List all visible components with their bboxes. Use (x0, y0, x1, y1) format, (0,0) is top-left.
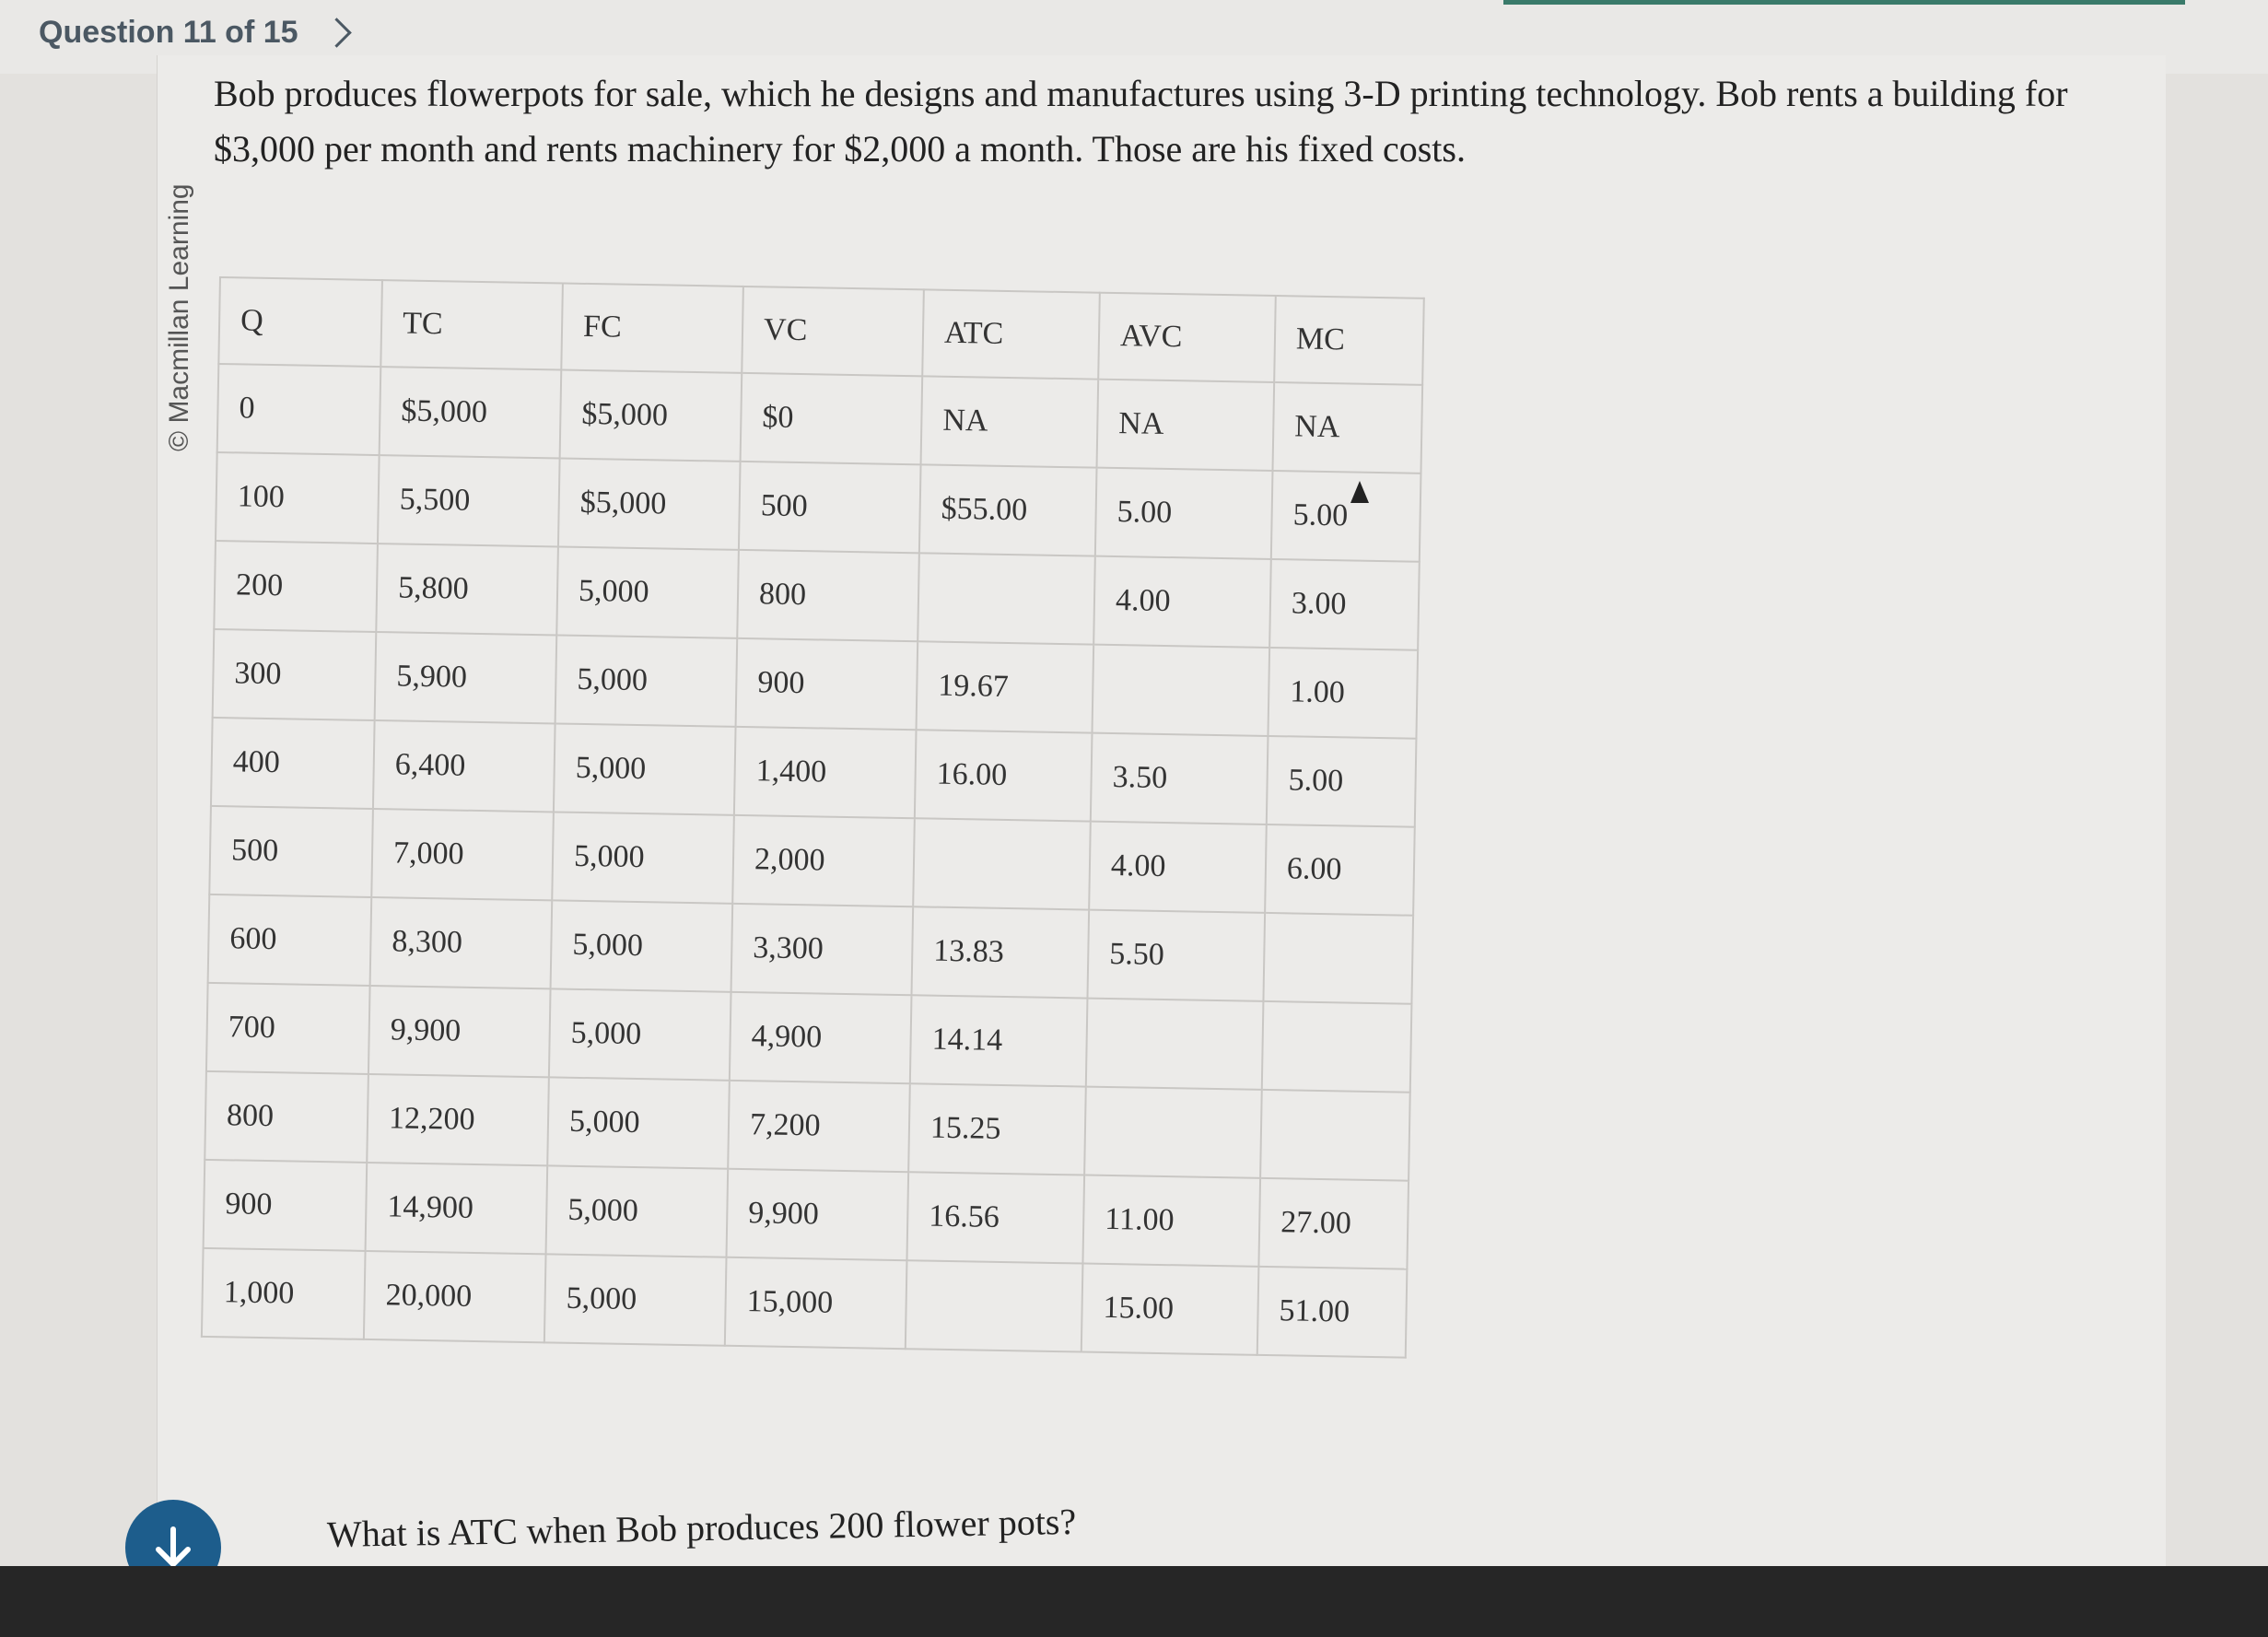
cell-vc: 15,000 (725, 1257, 907, 1349)
cell-vc: 1,400 (734, 727, 917, 818)
header-avc: AVC (1098, 293, 1276, 382)
cell-avc: 3.50 (1091, 733, 1268, 824)
cell-avc: 15.00 (1081, 1264, 1259, 1355)
header-mc: MC (1274, 296, 1424, 385)
cell-avc: 11.00 (1082, 1175, 1260, 1267)
cell-q: 0 (217, 364, 381, 455)
question-label: Question 11 of 15 (39, 15, 298, 50)
cell-atc: 13.83 (911, 906, 1089, 998)
screen-bezel (0, 1566, 2268, 1637)
cell-avc (1084, 1087, 1262, 1178)
cost-table (201, 276, 1425, 1359)
cell-fc: $5,000 (560, 369, 742, 461)
cell-mc: 1.00 (1268, 648, 1418, 739)
cell-mc: 5.00 (1271, 471, 1421, 562)
cell-fc: 5,000 (544, 1254, 727, 1345)
cell-mc: 3.00 (1269, 559, 1420, 650)
cell-mc: 6.00 (1265, 824, 1415, 916)
cell-q: 500 (209, 806, 373, 897)
cell-avc (1092, 645, 1269, 736)
cell-q: 1,000 (202, 1248, 366, 1339)
cell-mc: 51.00 (1257, 1267, 1408, 1358)
mouse-cursor-icon (1350, 481, 1369, 503)
cell-fc: 5,000 (554, 723, 736, 814)
cell-atc (918, 553, 1095, 644)
cell-vc: 9,900 (727, 1169, 909, 1260)
cell-tc: 5,800 (376, 544, 558, 635)
cell-vc: 500 (739, 462, 921, 553)
cell-q: 300 (213, 629, 377, 720)
cell-atc: 19.67 (917, 641, 1094, 732)
header-q: Q (218, 277, 382, 367)
cell-tc: 14,900 (366, 1163, 548, 1254)
cell-vc: 2,000 (732, 815, 915, 906)
cell-tc: 6,400 (373, 720, 555, 812)
cell-fc: 5,000 (555, 635, 738, 726)
cell-mc (1262, 1001, 1412, 1093)
cell-atc: 16.00 (915, 730, 1093, 821)
cell-vc: 7,200 (728, 1081, 910, 1172)
cell-fc: 5,000 (556, 546, 739, 637)
cell-avc: 5.00 (1095, 468, 1273, 559)
cell-mc: NA (1272, 382, 1422, 474)
cell-vc: 4,900 (730, 992, 912, 1083)
cell-tc: 5,900 (375, 632, 557, 723)
cell-avc (1086, 999, 1264, 1090)
cell-atc (906, 1260, 1083, 1351)
cell-mc: 5.00 (1267, 736, 1417, 827)
cell-q: 400 (211, 718, 375, 809)
question-prompt: Bob produces flowerpots for sale, which he designs and manufactures using 3-D printing technology. Bob rents a building for $3,000 per month and rents machinery for $2,000 a month. Those are his fixed costs. (214, 73, 2068, 170)
cell-mc (1263, 913, 1413, 1004)
cell-q: 600 (208, 895, 372, 986)
question-nav[interactable] (39, 15, 347, 51)
cell-mc (1260, 1090, 1410, 1181)
header-fc: FC (561, 284, 743, 373)
cell-q: 800 (205, 1071, 368, 1163)
copyright-credit: © Macmillan Learning (164, 183, 194, 451)
cell-avc: 4.00 (1089, 822, 1267, 913)
cell-q: 200 (214, 541, 378, 632)
cell-atc: $55.00 (919, 464, 1097, 555)
cell-atc: 14.14 (910, 995, 1088, 1086)
cell-atc: 15.25 (908, 1083, 1086, 1175)
header-tc: TC (380, 280, 563, 369)
cell-avc: 4.00 (1093, 556, 1271, 648)
cell-fc: 5,000 (546, 1165, 729, 1257)
chevron-right-icon[interactable] (321, 18, 352, 48)
cell-tc: 8,300 (370, 897, 553, 988)
cell-tc: $5,000 (380, 367, 562, 458)
cell-tc: 12,200 (367, 1074, 549, 1165)
cell-avc: NA (1097, 380, 1275, 471)
cell-vc: 900 (736, 638, 918, 730)
cell-tc: 20,000 (364, 1251, 546, 1342)
cell-tc: 5,500 (378, 455, 560, 546)
cell-fc: 5,000 (551, 900, 733, 991)
cell-atc: 16.56 (906, 1172, 1084, 1263)
cell-q: 700 (206, 983, 370, 1074)
cell-vc: 3,300 (731, 904, 914, 995)
header-vc: VC (742, 286, 924, 376)
cell-q: 900 (204, 1160, 368, 1251)
cell-fc: 5,000 (547, 1077, 730, 1168)
header-atc: ATC (922, 289, 1100, 379)
cell-tc: 7,000 (371, 809, 554, 900)
cell-fc: 5,000 (552, 812, 734, 903)
cell-mc: 27.00 (1258, 1178, 1409, 1269)
cell-atc (913, 818, 1091, 909)
cell-vc: 800 (737, 550, 919, 641)
progress-accent-line (1503, 0, 2185, 5)
question-text: What is ATC when Bob produces 200 flower pots? (326, 1500, 1077, 1556)
cell-atc: NA (921, 376, 1099, 467)
cell-q: 100 (216, 452, 380, 544)
cell-fc: 5,000 (549, 988, 731, 1080)
cell-fc: $5,000 (558, 458, 741, 549)
cell-vc: $0 (741, 373, 923, 464)
cell-avc: 5.50 (1087, 910, 1265, 1001)
cell-tc: 9,900 (368, 986, 551, 1077)
